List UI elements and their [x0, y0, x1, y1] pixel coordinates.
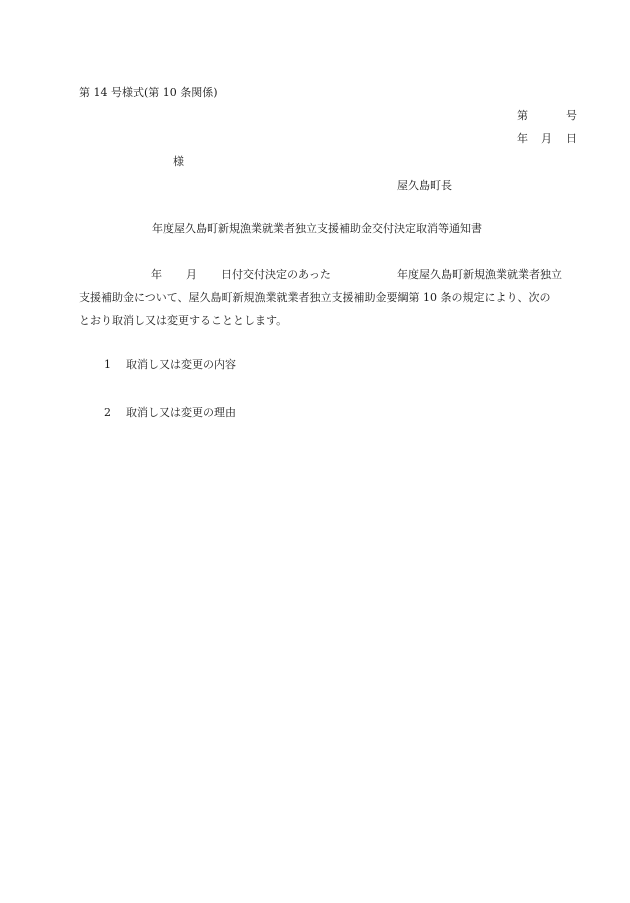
body-fiscal-year-text: 年度屋久島町新規漁業就業者独立	[397, 268, 562, 281]
item-text: 取消し又は変更の理由	[126, 406, 236, 419]
document-title: 年度屋久島町新規漁業就業者独立支援補助金交付決定取消等通知書	[152, 222, 482, 235]
item-number: 2	[104, 406, 111, 419]
date-month-label: 月	[541, 132, 552, 145]
item-text: 取消し又は変更の内容	[126, 358, 236, 371]
issuer-name: 屋久島町長	[397, 179, 452, 192]
body-line-3: とおり取消し又は変更することとします。	[79, 314, 288, 327]
addressee-honorific: 様	[173, 155, 184, 168]
document-number-suffix: 号	[566, 109, 577, 122]
body-decision-date-text: 日付交付決定のあった	[221, 268, 331, 281]
body-month-label: 月	[186, 268, 197, 281]
document-number-prefix: 第	[517, 109, 528, 122]
body-line-2: 支援補助金について、屋久島町新規漁業就業者独立支援補助金要綱第 10 条の規定により、次の	[79, 291, 551, 304]
body-year-label: 年	[151, 268, 162, 281]
form-number: 第 14 号様式(第 10 条関係)	[79, 86, 218, 99]
date-day-label: 日	[566, 132, 577, 145]
item-number: 1	[104, 358, 111, 371]
date-year-label: 年	[517, 132, 528, 145]
